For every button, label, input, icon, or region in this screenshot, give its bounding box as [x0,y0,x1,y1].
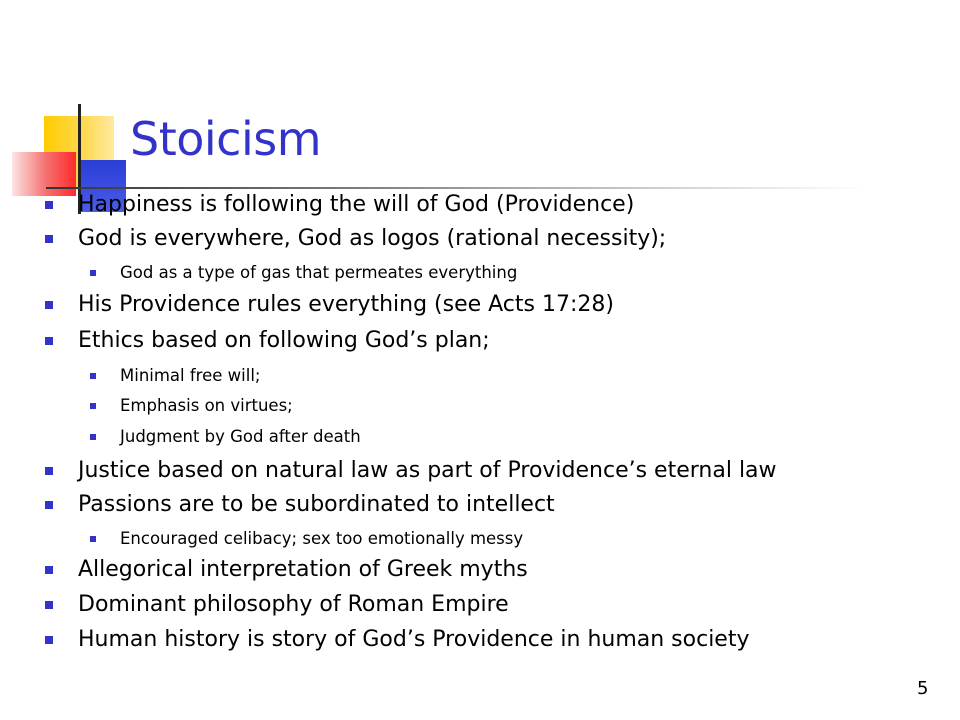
square-bullet-icon [45,467,53,475]
square-bullet-icon [45,301,53,309]
square-bullet-icon [45,501,53,509]
sub-bullet-text: Judgment by God after death [120,427,361,446]
bullet-text: Justice based on natural law as part of Providence’s eternal law [78,458,777,483]
bullet-text: His Providence rules everything (see Acts 17:28) [78,292,614,317]
bullet-text: Passions are to be subordinated to intellect [78,492,555,517]
slide-title: Stoicism [130,112,322,166]
square-bullet-icon [45,235,53,243]
bullet-text: Human history is story of God’s Providence in human society [78,627,750,652]
square-bullet-icon [90,434,96,440]
bullet-text: Happiness is following the will of God (Providence) [78,192,635,217]
bullet-text: Allegorical interpretation of Greek myths [78,557,528,582]
square-bullet-icon [45,636,53,644]
square-bullet-icon [45,337,53,345]
bullet-text: Dominant philosophy of Roman Empire [78,592,509,617]
page-number: 5 [917,678,929,699]
bullet-text: Ethics based on following God’s plan; [78,328,490,353]
square-bullet-icon [45,566,53,574]
sub-bullet-text: God as a type of gas that permeates everything [120,263,518,282]
bullet-text: God is everywhere, God as logos (rational necessity); [78,226,667,251]
sub-bullet-text: Emphasis on virtues; [120,396,293,415]
square-bullet-icon [45,601,53,609]
square-bullet-icon [90,403,96,409]
square-bullet-icon [90,373,96,379]
square-bullet-icon [45,201,53,209]
sub-bullet-text: Minimal free will; [120,366,261,385]
square-bullet-icon [90,270,96,276]
sub-bullet-text: Encouraged celibacy; sex too emotionally messy [120,529,524,548]
square-bullet-icon [90,536,96,542]
